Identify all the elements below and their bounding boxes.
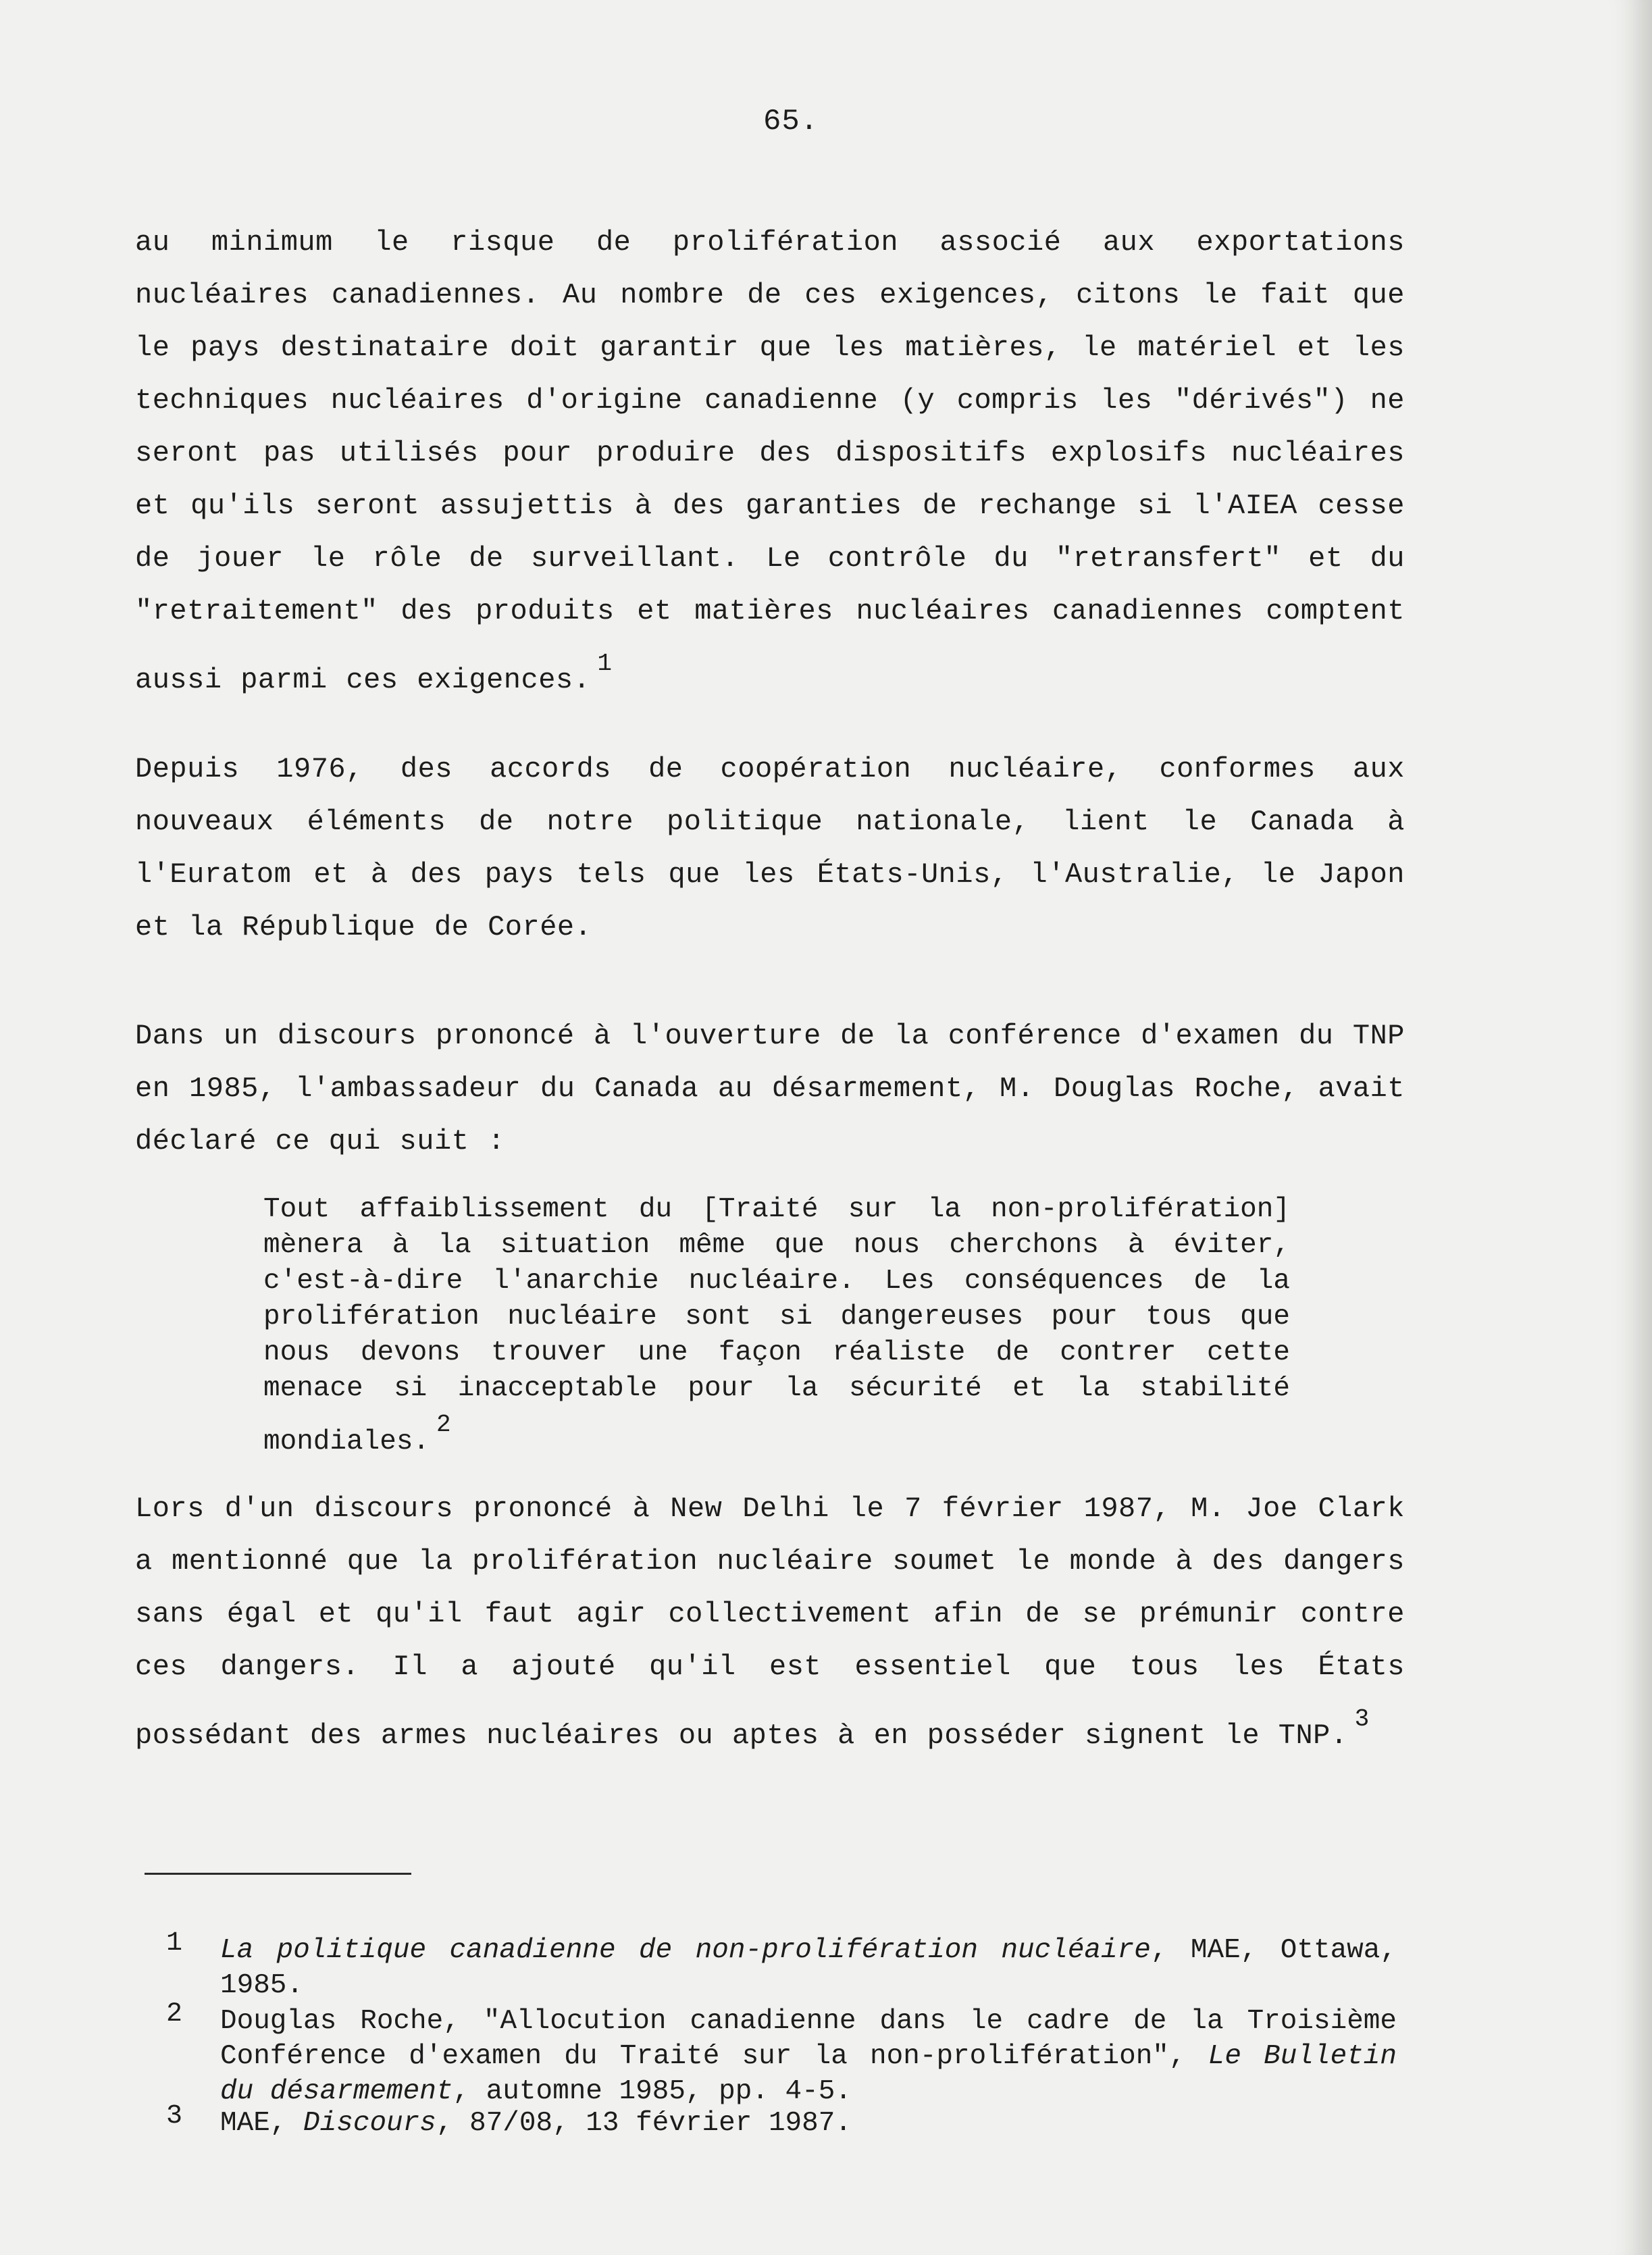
quote-text: Tout affaiblissement du [Traité sur la non-prolifération] mènera à la situation même que nous cherchons à éviter, c'est-à-dire l'anarchie nucléaire. Les conséquences de la prolifération nucléaire sont si dangereuses pour tous que nous devons trouver une façon réaliste de contrer cette menace si inacceptable pour la sécurité et la stabilité mondiales. [263, 1194, 1290, 1457]
paragraph-clark-speech [135, 1482, 1405, 1762]
footnote-number: 3 [166, 2101, 183, 2131]
paragraph-text: Lors d'un discours prononcé à New Delhi le 7 février 1987, M. Joe Clark a mentionné que la prolifération nucléaire soumet le monde à des dangers sans égal et qu'il faut agir collectivement afin de se prémunir contre ces dangers. Il a ajouté qu'il est essentiel que tous les États possédant des armes nucléaires ou aptes à en posséder signent le TNP. [135, 1493, 1405, 1752]
footnote-separator [145, 1873, 411, 1875]
paragraph-cooperation-agreements [135, 743, 1405, 954]
footnote-rest: , 87/08, 13 février 1987. [436, 2108, 852, 2139]
footnote-text [167, 1933, 1397, 2003]
footnote-reference: 3 [1354, 1705, 1370, 1733]
footnote-reference: 1 [597, 650, 613, 677]
footnote-number: 2 [166, 1999, 183, 2029]
footnote-title: Le Bulletin du désarmement [220, 2041, 1397, 2107]
footnote-title: La politique canadienne de non-prolifération nucléaire [220, 1935, 1151, 1966]
footnote-lead: Douglas Roche, "Allocution canadienne dans le cadre de la Troisième Conférence d'examen du Traité sur la non-prolifération", [220, 2006, 1397, 2072]
block-quote [263, 1192, 1290, 1460]
footnote-title: Discours [303, 2108, 436, 2139]
footnote-lead: MAE, [220, 2108, 304, 2139]
footnote-text [167, 2106, 1397, 2141]
paragraph-text: au minimum le risque de prolifération associé aux exportations nucléaires canadiennes. Au nombre de ces exigences, citons le fait que le pays destinataire doit garantir que les matières, le matériel et les techniques nucléaires d'origine canadienne (y compris les "dérivés") ne seront pas utilisés pour produire des dispositifs explosifs nucléaires et qu'ils seront assujettis à des garanties de rechange si l'AIEA cesse de jouer le rôle de surveillant. Le contrôle du "retransfert" et du "retraitement" des produits et matières nucléaires canadiennes comptent aussi parmi ces exigences. [135, 226, 1405, 696]
footnote-2 [166, 1999, 1397, 2109]
page-number: 65. [763, 105, 819, 138]
footnote-rest: , automne 1985, pp. 4-5. [453, 2076, 852, 2107]
paragraph-text: Depuis 1976, des accords de coopération nucléaire, conformes aux nouveaux éléments de notre politique nationale, lient le Canada à l'Euratom et à des pays tels que les États-Unis, l'Australie, le Japon et la République de Corée. [135, 753, 1405, 943]
footnote-3 [166, 2101, 1397, 2141]
paragraph-export-requirements [135, 216, 1405, 706]
footnote-text [167, 2004, 1397, 2109]
footnote-1 [166, 1928, 1397, 2003]
footnote-number: 1 [166, 1928, 183, 1959]
footnote-reference: 2 [436, 1411, 451, 1438]
footnote-rest: , MAE, Ottawa, 1985. [220, 1935, 1397, 2001]
paragraph-text: Dans un discours prononcé à l'ouverture de la conférence d'examen du TNP en 1985, l'ambassadeur du Canada au désarmement, M. Douglas Roche, avait déclaré ce qui suit : [135, 1020, 1405, 1158]
paragraph-roche-speech [135, 1010, 1405, 1168]
